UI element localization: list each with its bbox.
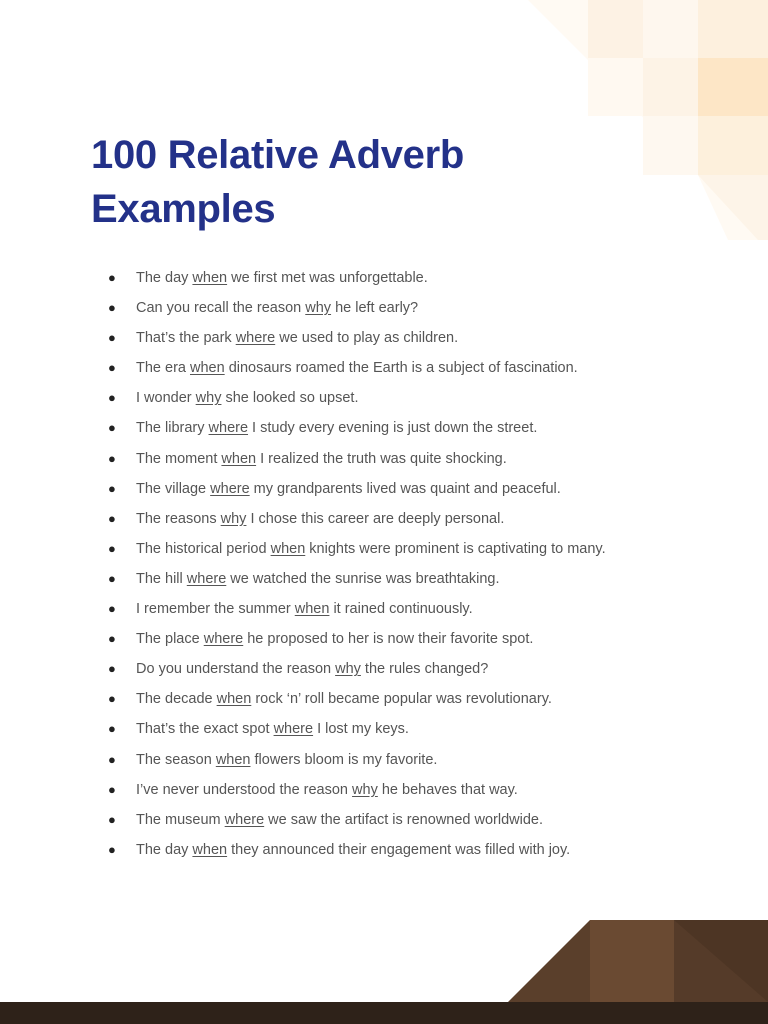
bullet-icon: ● bbox=[108, 480, 116, 496]
bullet-icon: ● bbox=[108, 811, 116, 827]
sentence-end: the rules changed? bbox=[360, 661, 489, 678]
relative-adverb: why bbox=[335, 661, 361, 678]
sentence-start: The season bbox=[136, 751, 216, 768]
bullet-icon: ● bbox=[108, 540, 116, 556]
sentence-end: flowers bloom is my favorite. bbox=[250, 751, 438, 768]
relative-adverb: where bbox=[208, 420, 249, 437]
sentence-start: The museum bbox=[136, 811, 225, 828]
sentence-end: it rained continuously. bbox=[329, 601, 473, 618]
list-item bbox=[108, 293, 708, 323]
relative-adverb: when bbox=[190, 360, 225, 377]
list-item bbox=[108, 504, 708, 534]
sentence-end: he proposed to her is now their favorite spot. bbox=[243, 631, 534, 648]
sentence-end: they announced their engagement was filled with joy. bbox=[227, 841, 571, 858]
sentence-start: Do you understand the reason bbox=[136, 661, 336, 678]
bullet-icon: ● bbox=[108, 631, 116, 647]
relative-adverb: where bbox=[203, 631, 244, 648]
bullet-icon: ● bbox=[108, 450, 116, 466]
sentence-start: The reasons bbox=[136, 510, 221, 527]
sentence-start: The moment bbox=[136, 450, 222, 467]
relative-adverb: when bbox=[192, 270, 228, 286]
sentence-start: The day bbox=[136, 841, 193, 858]
relative-adverb: where bbox=[224, 811, 265, 828]
relative-adverb: where bbox=[235, 330, 276, 347]
relative-adverb: when bbox=[221, 450, 257, 467]
relative-adverb: why bbox=[305, 300, 332, 317]
examples-list bbox=[108, 263, 708, 865]
sentence-end: knights were prominent is captivating to many. bbox=[305, 540, 606, 557]
sentence-end: we saw the artifact is renowned worldwide. bbox=[264, 811, 544, 828]
sentence-start: The place bbox=[136, 631, 204, 648]
bullet-icon: ● bbox=[108, 721, 116, 737]
list-item bbox=[108, 624, 708, 654]
list-item bbox=[108, 775, 708, 805]
relative-adverb: when bbox=[216, 691, 252, 708]
relative-adverb: when bbox=[270, 540, 306, 557]
list-item bbox=[108, 323, 708, 353]
list-item bbox=[108, 714, 708, 744]
sentence-end: my grandparents lived was quaint and peaceful. bbox=[249, 480, 561, 497]
relative-adverb: why bbox=[220, 510, 247, 527]
sentence-start: The village bbox=[136, 480, 211, 497]
sentence-end: we used to play as children. bbox=[275, 330, 459, 347]
bullet-icon: ● bbox=[108, 781, 116, 797]
list-item bbox=[108, 564, 708, 594]
list-item bbox=[108, 413, 708, 443]
sentence-end: I realized the truth was quite shocking. bbox=[256, 450, 507, 467]
bullet-icon: ● bbox=[108, 270, 116, 285]
bullet-icon: ● bbox=[108, 330, 116, 346]
sentence-start: I wonder bbox=[136, 390, 196, 407]
sentence-end: he left early? bbox=[331, 300, 419, 317]
sentence-end: we first met was unforgettable. bbox=[227, 270, 428, 286]
sentence-start: The library bbox=[136, 420, 209, 437]
list-item bbox=[108, 474, 708, 504]
document-title: 100 Relative Adverb Examples bbox=[91, 133, 465, 231]
sentence-end: I lost my keys. bbox=[313, 721, 409, 738]
sentence-start: The hill bbox=[136, 570, 187, 587]
relative-adverb: when bbox=[215, 751, 251, 768]
relative-adverb: why bbox=[195, 390, 222, 407]
relative-adverb: why bbox=[352, 781, 378, 798]
list-item bbox=[108, 805, 708, 835]
sentence-start: That’s the park bbox=[136, 330, 236, 347]
list-item bbox=[108, 353, 708, 383]
sentence-end: we watched the sunrise was breathtaking. bbox=[226, 570, 500, 587]
sentence-start: I’ve never understood the reason bbox=[136, 781, 353, 798]
sentence-end: I chose this career are deeply personal. bbox=[246, 510, 505, 527]
bullet-icon: ● bbox=[108, 390, 116, 406]
list-item bbox=[108, 654, 708, 684]
bullet-icon: ● bbox=[108, 841, 116, 857]
list-item bbox=[108, 745, 708, 775]
relative-adverb: where bbox=[186, 570, 227, 587]
bullet-icon: ● bbox=[108, 510, 116, 526]
bullet-icon: ● bbox=[108, 420, 116, 436]
sentence-start: The era bbox=[136, 360, 190, 377]
relative-adverb: when bbox=[192, 841, 228, 858]
bullet-icon: ● bbox=[108, 570, 116, 586]
sentence-end: dinosaurs roamed the Earth is a subject of fascination. bbox=[224, 360, 578, 377]
bullet-icon: ● bbox=[108, 661, 116, 677]
sentence-end: rock ‘n’ roll became popular was revolutionary. bbox=[251, 691, 552, 708]
sentence-start: The day bbox=[136, 270, 193, 286]
bullet-icon: ● bbox=[108, 751, 116, 767]
list-item bbox=[108, 444, 708, 474]
sentence-end: she looked so upset. bbox=[221, 390, 359, 407]
bullet-icon: ● bbox=[108, 300, 116, 316]
list-item bbox=[108, 534, 708, 564]
sentence-end: he behaves that way. bbox=[377, 781, 518, 798]
footer-bar bbox=[0, 1002, 768, 1024]
bullet-icon: ● bbox=[108, 691, 116, 707]
relative-adverb: when bbox=[294, 601, 330, 618]
bullet-icon: ● bbox=[108, 360, 116, 376]
relative-adverb: where bbox=[273, 721, 314, 738]
sentence-start: The decade bbox=[136, 691, 217, 708]
sentence-start: That’s the exact spot bbox=[136, 721, 274, 738]
list-item bbox=[108, 594, 708, 624]
sentence-start: The historical period bbox=[136, 540, 271, 557]
sentence-start: I remember the summer bbox=[136, 601, 295, 618]
list-item bbox=[108, 263, 708, 293]
sentence-start: Can you recall the reason bbox=[136, 300, 306, 317]
sentence-end: I study every evening is just down the street. bbox=[248, 420, 538, 437]
list-item bbox=[108, 684, 708, 714]
list-item bbox=[108, 835, 708, 865]
list-item bbox=[108, 383, 708, 413]
relative-adverb: where bbox=[210, 480, 250, 497]
bullet-icon: ● bbox=[108, 601, 116, 617]
